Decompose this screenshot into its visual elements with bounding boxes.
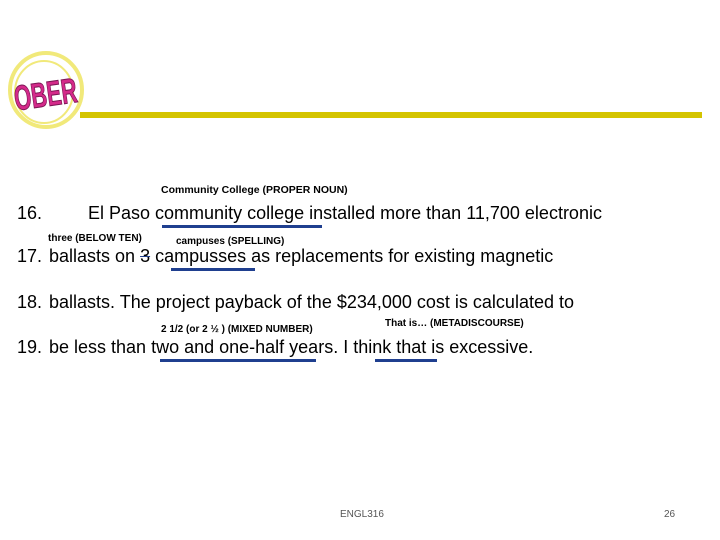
- line-17-pre: ballasts on: [49, 246, 141, 266]
- underline-i-think: [375, 359, 437, 362]
- line-19-highlight-2: I think: [343, 337, 392, 357]
- line-16-text: [88, 203, 602, 223]
- line-16-pre: El Paso: [88, 203, 156, 223]
- line-16-post: installed more than 11,700 electronic: [304, 203, 602, 223]
- annotation-proper-noun: Community College (PROPER NOUN): [161, 184, 348, 196]
- line-19-text: [49, 337, 533, 357]
- underline-campusses: [171, 268, 255, 271]
- logo-text: OBER: [11, 72, 80, 119]
- annotation-metadiscourse: That is… (METADISCOURSE): [385, 318, 524, 329]
- ober-logo: [6, 50, 84, 130]
- footer-page-number: 26: [664, 509, 676, 520]
- line-19-highlight-1: two and one-half: [151, 337, 285, 357]
- underline-community-college: [162, 225, 322, 228]
- line-16-highlight: community college: [155, 203, 305, 223]
- annotation-below-ten: three (BELOW TEN): [48, 233, 142, 244]
- line-number-17: 17.: [17, 246, 43, 266]
- line-17-text: [49, 246, 553, 266]
- line-number-18: 18.: [17, 292, 43, 312]
- line-19-mid: years.: [284, 337, 344, 357]
- underline-two-and-one-half: [160, 359, 316, 362]
- line-17-post: as replacements for existing magnetic: [246, 246, 554, 266]
- annotation-spelling: campuses (SPELLING): [176, 236, 285, 247]
- line-17-highlight: campusses: [155, 246, 247, 266]
- line-19-post: that is excessive.: [391, 337, 534, 357]
- line-number-16: 16.: [17, 203, 43, 223]
- line-17-struck-digit: 3: [140, 246, 151, 266]
- line-18-text: ballasts. The project payback of the $234,000 cost is calculated to: [49, 292, 574, 312]
- footer-course: ENGL316: [340, 509, 384, 520]
- line-19-pre: be less than: [49, 337, 152, 357]
- line-number-19: 19.: [17, 337, 43, 357]
- accent-rule: [80, 112, 702, 118]
- annotation-mixed-number: 2 1/2 (or 2 ½ ) (MIXED NUMBER): [161, 324, 313, 335]
